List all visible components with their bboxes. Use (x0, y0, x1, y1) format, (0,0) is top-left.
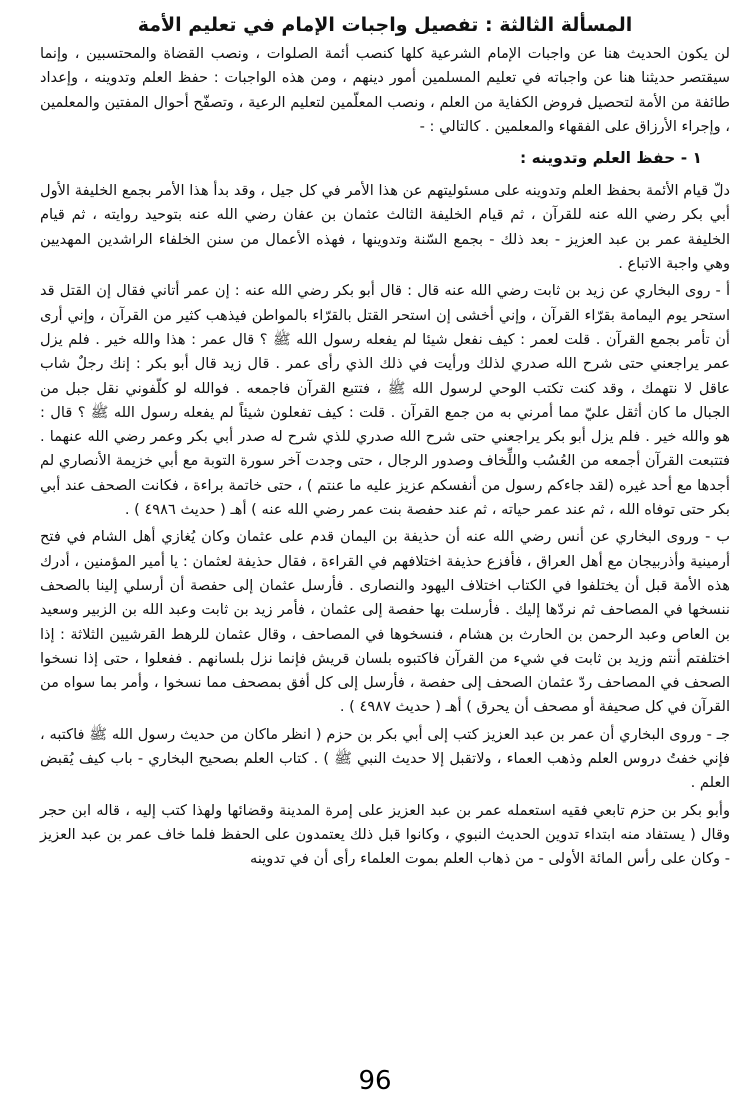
intro-paragraph: لن يكون الحديث هنا عن واجبات الإمام الشرعية كلها كنصب أئمة الصلوات ، ونصب القضاة والمحتسبين ، وإنما سيقتصر حديثنا هنا عن واجباته في تعليم المسلمين أمور دينهم ، ومن هذه الواجبات : حفظ العلم وتدوينه ، وإعداد طائفة من الأمة لتحصيل فروض الكفاية من العلم ، ونصب المعلّمين لتعليم الرعية ، وتصفّح أحوال المفتين والمعلمين ، وإجراء الأرزاق على الفقهاء والمعلمين . كالتالي : - (40, 45, 730, 135)
paragraph-hadith-b: ب - وروى البخاري عن أنس رضي الله عنه أن حذيفة بن اليمان قدم على عثمان وكان يُغازي أهل الشام في فتح أرمينية وأذربيجان مع أهل العراق ، فأفزع حذيفة اختلافهم في القراءة ، فقال حذيفة لعثمان : يا أمير المؤمنين ، أدرك هذه الأمة قبل أن يختلفوا في الكتاب اختلاف اليهود والنصارى . فأرسل عثمان إلى حفصة أن أرسلي إلينا بالصحف ننسخها في المصاحف ثم نردّها إليك . فأرسلت بها حفصة إلى عثمان ، فأمر زيد بن ثابت وعبد الله بن الزبير وسعيد بن العاص وعبد الرحمن بن الحارث بن هشام ، فنسخوها في المصاحف ، وقال عثمان للرهط القرشيين الثلاثة : إذا اختلفتم أنتم وزيد بن ثابت في شيء من القرآن فاكتبوه بلسان قريش فإنما نزل بلسانهم . ففعلوا ، حتى إذا نسخوا الصحف في المصاحف ردّ عثمان الصحف إلى حفصة ، فأرسل إلى كل أفق بمصحف مما نسخوا ، وأمر بما سواه من القرآن في كل صحيفة أو مصحف أن يحرق ) أهـ ( حديث ٤٩٨٧ ) . (40, 528, 730, 716)
paragraph-preservation: دلّ قيام الأئمة بحفظ العلم وتدوينه على مسئوليتهم عن هذا الأمر في كل جيل ، وقد بدأ هذا الأمر بجمع الخليفة الأول أبي بكر رضي الله عنه للقرآن ، ثم قيام الخليفة الثالث عثمان بن عفان رضي الله عنه بتوحيد روايته ، ثم قيام الخليفة عمر بن عبد العزيز - بعد ذلك - بجمع السّنة وتدوينها ، فهذه الأعمال من سنن الخلفاء الراشدين المهديين وهي واجبة الاتباع . (40, 182, 730, 273)
document-page (40, 12, 730, 872)
paragraph-hadith-a: أ - روى البخاري عن زيد بن ثابت رضي الله عنه قال : قال أبو بكر رضي الله عنه : إن عمر أتاني فقال إن القتل قد استحر يوم اليمامة بقرّاء القرآن ، وإني أخشى إن استحر القتل بالقرّاء بالمواطن فيذهب كثير من القرآن ، وإني أرى أن تأمر بجمع القرآن . قلت لعمر : كيف نفعل شيئا لم يفعله رسول الله ﷺ ؟ قال عمر : هذا والله خير . فلم يزل عمر يراجعني حتى شرح الله صدري لذلك ورأيت في ذلك الذي رأى عمر . قال زيد قال أبو بكر : إنك رجلٌ شاب عاقل لا نتهمك ، وقد كنت تكتب الوحي لرسول الله ﷺ ، فتتبع القرآن فاجمعه . فوالله لو كلّفوني نقل جبل من الجبال ما كان أثقل عليّ مما أمرني به من جمع القرآن . قلت : كيف تفعلون شيئاً لم يفعله رسول الله ﷺ ؟ قال : هو والله خير . فلم يزل أبو بكر يراجعني حتى شرح الله صدري للذي شرح له صدر أبي بكر وعمر رضي الله عنهما . فتتبعت القرآن أجمعه من العُسُب واللِّخاف وصدور الرجال ، حتى وجدت آخر سورة التوبة مع أبي خزيمة الأنصاري لم أجدها مع أحد غيره (لقد جاءكم رسول من أنفسكم عزيز عليه ما عنتم ) ، حتى خاتمة براءة ، فكانت الصحف عند أبي بكر حتى توفاه الله ، ثم عند عمر حياته ، ثم عند حفصة بنت عمر رضي الله عنه ) أهـ ( حديث ٤٩٨٦ ) . (40, 282, 730, 519)
page-number: 96 (358, 1066, 392, 1096)
page-title: المسألة الثالثة : تفصيل واجبات الإمام في تعليم الأمة (137, 14, 633, 36)
paragraph-hadith-c: جـ - وروى البخاري أن عمر بن عبد العزيز كتب إلى أبي بكر بن حزم ( انظر ماكان من حديث رسول الله ﷺ فاكتبه ، فإني خفتُ دروس العلم وذهب العماء ، ولاتقبل إلا حديث النبي ﷺ ) . كتاب العلم بصحيح البخاري - باب كيف يُقبض العلم . (40, 725, 730, 792)
section-heading: ١ - حفظ العلم وتدوينه : (520, 149, 702, 168)
paragraph-ibn-hazm: وأبو بكر بن حزم تابعي فقيه استعمله عمر بن عبد العزيز على إمرة المدينة وقضائها ولهذا كتب إليه ، قاله ابن حجر وقال ( يستفاد منه ابتداء تدوين الحديث النبوي ، وكانوا قبل ذلك يعتمدون على الحفظ فلما خاف عمر بن عبد العزيز - وكان على رأس المائة الأولى - من ذهاب العلم بموت العلماء رأى أن في تدوينه (40, 801, 730, 868)
